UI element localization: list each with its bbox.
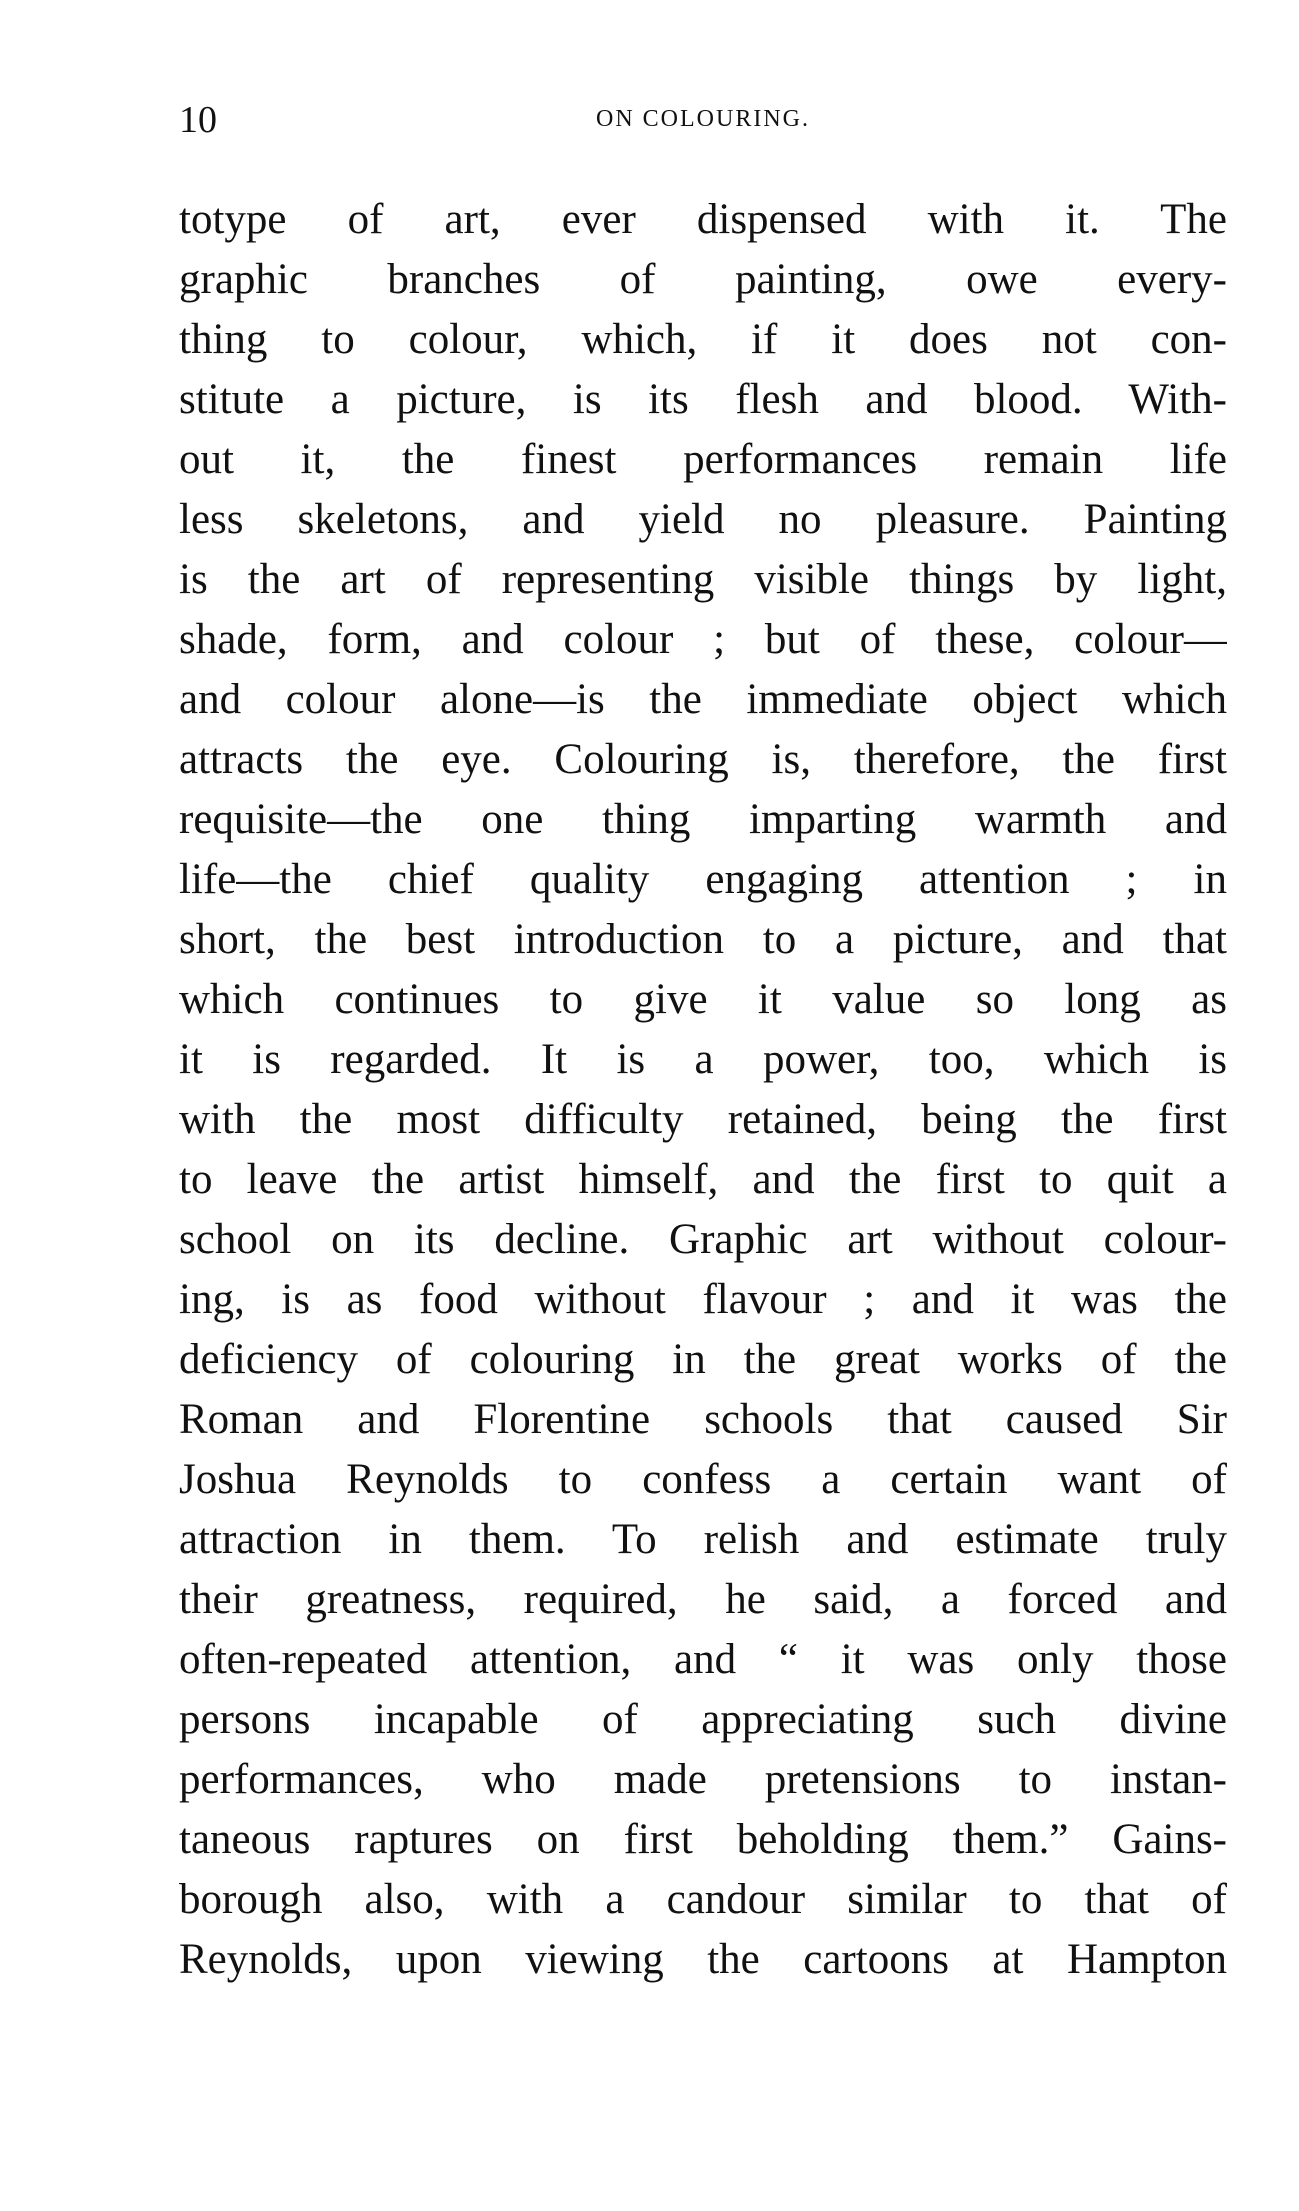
text-line: is the art of representing visible things by light, bbox=[179, 556, 1227, 603]
text-line: attracts the eye. Colouring is, therefore, the first bbox=[179, 736, 1227, 783]
text-line: Joshua Reynolds to confess a certain want of bbox=[179, 1456, 1227, 1503]
text-line: stitute a picture, is its flesh and blood. With- bbox=[179, 376, 1227, 423]
running-title: ON COLOURING. bbox=[596, 106, 810, 132]
text-line: shade, form, and colour ; but of these, colour— bbox=[179, 616, 1227, 663]
text-line: deficiency of colouring in the great works of the bbox=[179, 1336, 1227, 1383]
body-text bbox=[179, 190, 1227, 1990]
text-line: thing to colour, which, if it does not con- bbox=[179, 316, 1227, 363]
text-line: often-repeated attention, and “ it was only those bbox=[179, 1636, 1227, 1683]
page-number: 10 bbox=[179, 99, 217, 141]
text-line: Roman and Florentine schools that caused Sir bbox=[179, 1396, 1227, 1443]
text-line: out it, the finest performances remain life bbox=[179, 436, 1227, 483]
text-line: school on its decline. Graphic art without colour- bbox=[179, 1216, 1227, 1263]
text-line: their greatness, required, he said, a forced and bbox=[179, 1576, 1227, 1623]
text-line: to leave the artist himself, and the first to quit a bbox=[179, 1156, 1227, 1203]
text-line: Reynolds, upon viewing the cartoons at Hampton bbox=[179, 1936, 1227, 1983]
text-line: attraction in them. To relish and estimate truly bbox=[179, 1516, 1227, 1563]
text-line: ing, is as food without flavour ; and it was the bbox=[179, 1276, 1227, 1323]
text-line: it is regarded. It is a power, too, which is bbox=[179, 1036, 1227, 1083]
text-line: totype of art, ever dispensed with it. The bbox=[179, 196, 1227, 243]
text-line: borough also, with a candour similar to that of bbox=[179, 1876, 1227, 1923]
text-line: less skeletons, and yield no pleasure. Painting bbox=[179, 496, 1227, 543]
text-line: persons incapable of appreciating such divine bbox=[179, 1696, 1227, 1743]
text-line: requisite—the one thing imparting warmth and bbox=[179, 796, 1227, 843]
text-line: graphic branches of painting, owe every- bbox=[179, 256, 1227, 303]
page-header bbox=[179, 98, 1227, 148]
text-line: with the most difficulty retained, being the first bbox=[179, 1096, 1227, 1143]
text-line: taneous raptures on first beholding them.” Gains- bbox=[179, 1816, 1227, 1863]
text-line: life—the chief quality engaging attention ; in bbox=[179, 856, 1227, 903]
text-line: performances, who made pretensions to instan- bbox=[179, 1756, 1227, 1803]
text-line: and colour alone—is the immediate object which bbox=[179, 676, 1227, 723]
text-line: short, the best introduction to a picture, and that bbox=[179, 916, 1227, 963]
text-line: which continues to give it value so long as bbox=[179, 976, 1227, 1023]
